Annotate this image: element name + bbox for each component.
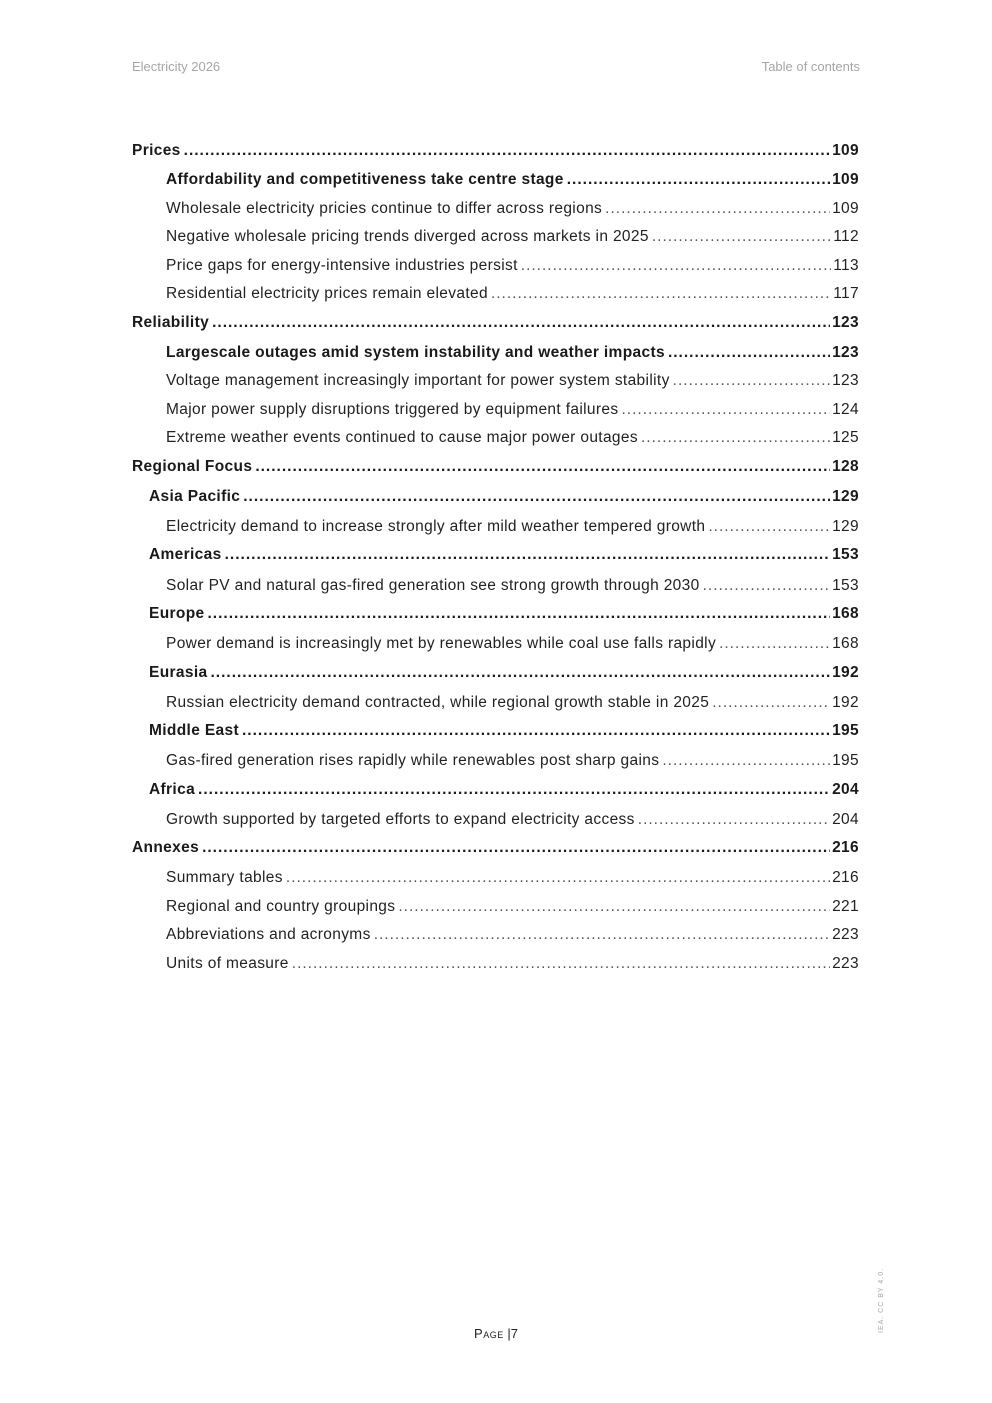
toc-entry[interactable] xyxy=(132,372,859,390)
toc-entry[interactable] xyxy=(132,752,859,770)
dot-leader xyxy=(662,752,830,770)
dot-leader xyxy=(184,142,830,160)
dot-leader xyxy=(212,314,830,332)
toc-entry-title: Power demand is increasingly met by renewables while coal use falls rapidly xyxy=(166,635,717,652)
toc-entry-page: 124 xyxy=(832,401,859,418)
toc-entry-title: Voltage management increasingly important for power system stability xyxy=(166,372,670,389)
toc-entry-title: Prices xyxy=(132,142,181,159)
dot-leader xyxy=(243,488,830,506)
toc-entry-page: 216 xyxy=(832,839,859,856)
toc-entry-title: Electricity demand to increase strongly after mild weather tempered growth xyxy=(166,518,706,535)
dot-leader xyxy=(621,401,830,419)
toc-entry-page: 153 xyxy=(832,546,859,563)
toc-entry-title: Annexes xyxy=(132,839,200,856)
dot-leader xyxy=(255,458,830,476)
dot-leader xyxy=(605,200,830,218)
toc-entry-page: 109 xyxy=(832,142,859,159)
dot-leader xyxy=(703,577,830,595)
toc-entry-page: 125 xyxy=(832,429,859,446)
toc-entry-page: 128 xyxy=(832,458,859,475)
dot-leader xyxy=(242,722,830,740)
toc-entry[interactable] xyxy=(132,694,859,712)
dot-leader xyxy=(708,518,830,536)
toc-entry-page: 112 xyxy=(833,228,859,245)
toc-entry-page: 195 xyxy=(832,752,859,769)
dot-leader xyxy=(668,344,830,362)
dot-leader xyxy=(719,635,830,653)
toc-entry[interactable] xyxy=(132,577,859,595)
toc-entry[interactable] xyxy=(132,314,859,332)
toc-entry-page: 195 xyxy=(832,722,859,739)
page-number: 7 xyxy=(510,1326,518,1341)
toc-entry-title: Eurasia xyxy=(149,664,208,681)
toc-entry-title: Middle East xyxy=(149,722,239,739)
toc-entry[interactable] xyxy=(132,458,859,476)
toc-entry-title: Negative wholesale pricing trends diverged across markets in 2025 xyxy=(166,228,649,245)
toc-entry[interactable] xyxy=(132,781,859,799)
dot-leader xyxy=(652,228,831,246)
toc-entry[interactable] xyxy=(132,257,859,275)
dot-leader xyxy=(641,429,830,447)
toc-entry[interactable] xyxy=(132,344,859,362)
dot-leader xyxy=(292,955,830,973)
toc-entry-page: 117 xyxy=(833,285,859,302)
dot-leader xyxy=(198,781,830,799)
toc-entry-title: Regional Focus xyxy=(132,458,253,475)
running-header-section: Table of contents xyxy=(761,59,860,74)
toc-entry-page: 123 xyxy=(832,372,859,389)
toc-entry[interactable] xyxy=(132,488,859,506)
dot-leader xyxy=(210,664,830,682)
toc-entry-page: 192 xyxy=(832,664,859,681)
toc-entry[interactable] xyxy=(132,200,859,218)
dot-leader xyxy=(673,372,830,390)
dot-leader xyxy=(286,869,830,887)
toc-entry-page: 221 xyxy=(832,898,859,915)
toc-entry-title: Units of measure xyxy=(166,955,289,972)
toc-entry[interactable] xyxy=(132,228,859,246)
toc-entry[interactable] xyxy=(132,839,859,857)
dot-leader xyxy=(567,171,830,189)
toc-entry-title: Major power supply disruptions triggered by equipment failures xyxy=(166,401,619,418)
toc-entry[interactable] xyxy=(132,926,859,944)
dot-leader xyxy=(491,285,831,303)
toc-entry[interactable] xyxy=(132,955,859,973)
toc-entry[interactable] xyxy=(132,142,859,160)
toc-entry-page: 223 xyxy=(832,955,859,972)
toc-entry-title: Price gaps for energy-intensive industries persist xyxy=(166,257,518,274)
dot-leader xyxy=(521,257,831,275)
toc-entry[interactable] xyxy=(132,869,859,887)
toc-entry-title: Growth supported by targeted efforts to expand electricity access xyxy=(166,811,635,828)
page-word: Page xyxy=(474,1326,504,1341)
toc-entry[interactable] xyxy=(132,635,859,653)
dot-leader xyxy=(374,926,830,944)
toc-entry-title: Asia Pacific xyxy=(149,488,241,505)
toc-entry-page: 153 xyxy=(832,577,859,594)
toc-entry-title: Residential electricity prices remain elevated xyxy=(166,285,488,302)
toc-entry-page: 192 xyxy=(832,694,859,711)
toc-entry-page: 168 xyxy=(832,635,859,652)
toc-entry-title: Europe xyxy=(149,605,205,622)
toc-entry[interactable] xyxy=(132,898,859,916)
dot-leader xyxy=(208,605,831,623)
toc-entry-title: Affordability and competitiveness take centre stage xyxy=(166,171,564,188)
toc-entry[interactable] xyxy=(132,605,859,623)
toc-entry[interactable] xyxy=(132,171,859,189)
toc-entry-page: 168 xyxy=(832,605,859,622)
toc-entry-page: 204 xyxy=(832,811,859,828)
toc-entry-page: 123 xyxy=(832,314,859,331)
toc-entry-title: Largescale outages amid system instability and weather impacts xyxy=(166,344,665,361)
page-footer xyxy=(0,1326,992,1341)
toc-entry-page: 109 xyxy=(832,200,859,217)
toc-entry[interactable] xyxy=(132,518,859,536)
toc-entry-title: Regional and country groupings xyxy=(166,898,396,915)
toc-entry-page: 223 xyxy=(832,926,859,943)
toc-entry-title: Americas xyxy=(149,546,222,563)
toc-entry-page: 204 xyxy=(832,781,859,798)
toc-entry[interactable] xyxy=(132,429,859,447)
toc-entry-title: Summary tables xyxy=(166,869,283,886)
page-separator: | xyxy=(507,1326,511,1341)
toc-entry-page: 216 xyxy=(832,869,859,886)
toc-entry-page: 123 xyxy=(832,344,859,361)
toc-entry[interactable] xyxy=(132,664,859,682)
toc-entry-title: Russian electricity demand contracted, while regional growth stable in 2025 xyxy=(166,694,710,711)
dot-leader xyxy=(712,694,830,712)
dot-leader xyxy=(638,811,830,829)
dot-leader xyxy=(202,839,830,857)
toc-entry[interactable] xyxy=(132,546,859,564)
toc-entry-title: Gas-fired generation rises rapidly while renewables post sharp gains xyxy=(166,752,660,769)
toc-entry-title: Solar PV and natural gas-fired generation see strong growth through 2030 xyxy=(166,577,700,594)
license-notice: IEA. CC BY 4.0. xyxy=(878,1267,885,1333)
toc-entry-title: Reliability xyxy=(132,314,210,331)
toc-entry[interactable] xyxy=(132,811,859,829)
dot-leader xyxy=(225,546,830,564)
toc-entry-title: Abbreviations and acronyms xyxy=(166,926,371,943)
toc-entry[interactable] xyxy=(132,285,859,303)
toc-entry-page: 129 xyxy=(832,518,859,535)
toc-entry[interactable] xyxy=(132,401,859,419)
toc-entry-page: 109 xyxy=(832,171,859,188)
running-header-title: Electricity 2026 xyxy=(132,59,221,74)
toc-entry-page: 113 xyxy=(833,257,859,274)
toc-entry[interactable] xyxy=(132,722,859,740)
dot-leader xyxy=(398,898,830,916)
toc-entry-title: Africa xyxy=(149,781,196,798)
toc-entry-title: Wholesale electricity pricies continue to differ across regions xyxy=(166,200,603,217)
toc-entry-page: 129 xyxy=(832,488,859,505)
toc-entry-title: Extreme weather events continued to cause major power outages xyxy=(166,429,638,446)
